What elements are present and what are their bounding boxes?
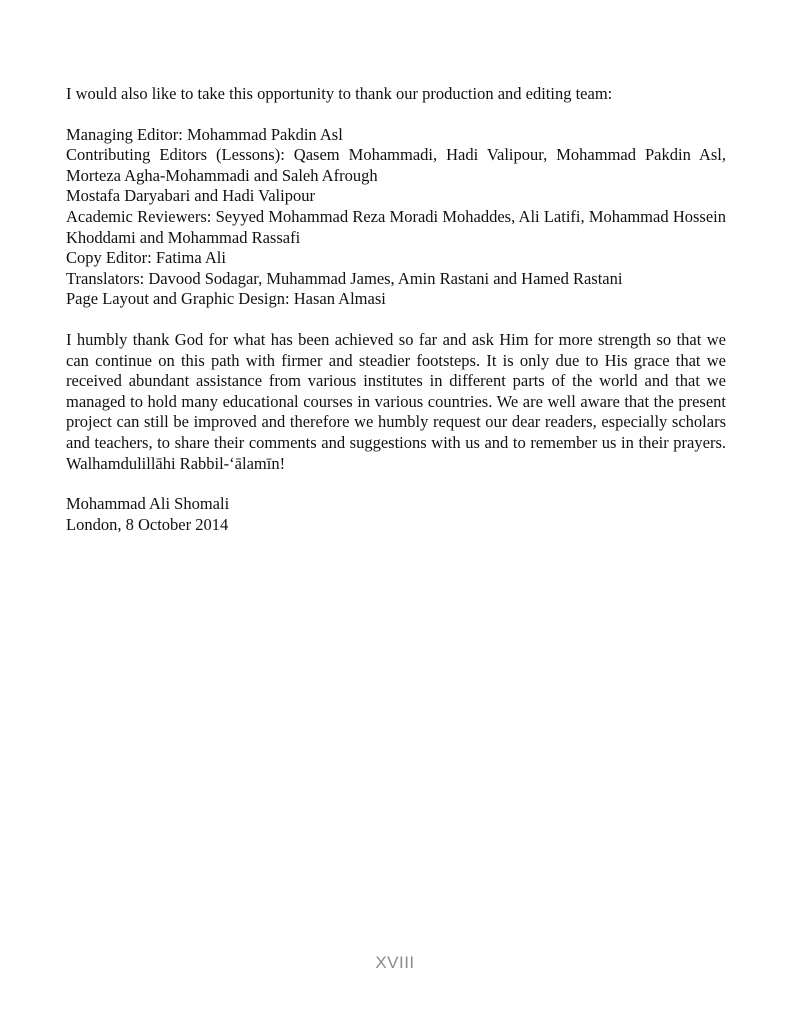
intro-paragraph: I would also like to take this opportunity to thank our production and editing team: xyxy=(66,84,613,103)
credit-contributing-editors: Contributing Editors (Lessons): Qasem Mohammadi, Hadi Valipour, Mohammad Pakdin Asl, Morteza Agha-Mohammadi and Saleh Afrough xyxy=(66,145,726,185)
credit-copy-editor: Copy Editor: Fatima Ali xyxy=(66,248,226,268)
credits-list xyxy=(66,125,726,310)
signature-block xyxy=(66,494,726,535)
page-content xyxy=(66,84,726,535)
credit-page-layout: Page Layout and Graphic Design: Hasan Almasi xyxy=(66,289,386,309)
thanks-paragraph: I humbly thank God for what has been achieved so far and ask Him for more strength so that we can continue on this path with firmer and steadier footsteps. It is only due to His grace that we received abundant assistance from various institutes in different parts of the world and that we managed to hold many educational courses in various countries. We are well aware that the present project can still be improved and therefore we humbly request our dear readers, especially scholars and teachers, to share their comments and suggestions with us and to remember us in their prayers. Walhamdulillāhi Rabbil-‘ālamīn! xyxy=(66,329,726,473)
credit-translators: Translators: Davood Sodagar, Muhammad James, Amin Rastani and Hamed Rastani xyxy=(66,268,623,288)
page-number: XVIII xyxy=(375,953,415,972)
signature-name: Mohammad Ali Shomali xyxy=(66,494,230,514)
credit-additional-editors: Mostafa Daryabari and Hadi Valipour xyxy=(66,186,315,206)
credit-academic-reviewers: Academic Reviewers: Seyyed Mohammad Reza Moradi Mohaddes, Ali Latifi, Mohammad Hossein Khoddami and Mohammad Rassafi xyxy=(66,206,726,247)
signature-place-date: London, 8 October 2014 xyxy=(66,514,229,534)
credit-managing-editor: Managing Editor: Mohammad Pakdin Asl xyxy=(66,124,343,144)
